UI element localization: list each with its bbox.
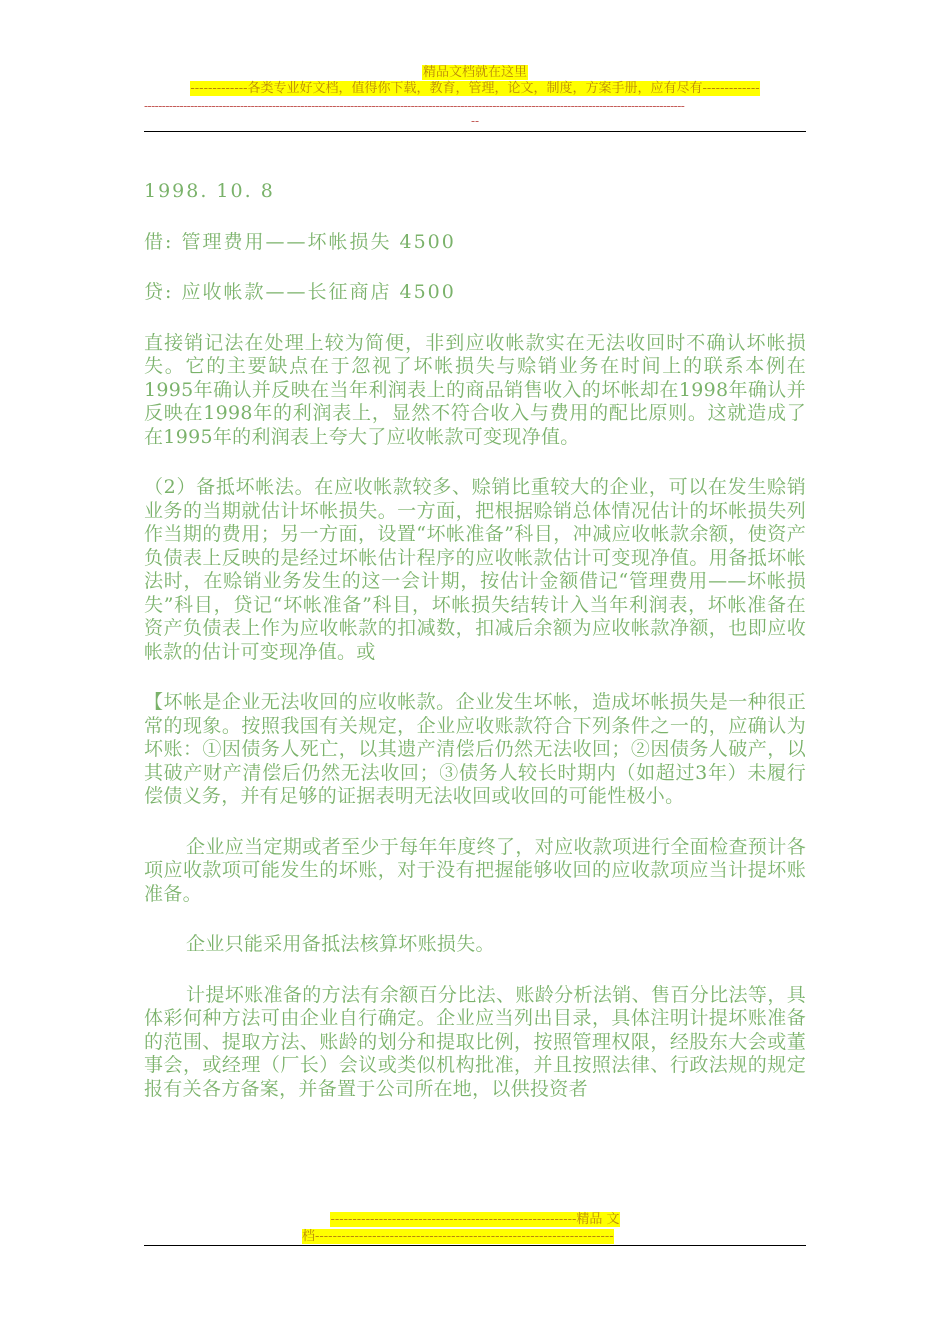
header-dash-line: --------------------------------------------------------------------------------------------------------------------------------------------------------	[144, 99, 685, 113]
header-dash-line-2: --	[470, 114, 480, 128]
entry-date: 1998. 10. 8	[144, 180, 275, 202]
header-rule	[144, 131, 806, 132]
footer-line-2: 档--------------------------------------------------------------------	[302, 1229, 614, 1244]
paragraph-bad-debt-definition: 【坏帐是企业无法收回的应收帐款。企业发生坏帐，造成坏帐损失是一种很正常的现象。按照我国有关规定，企业应收账款符合下列条件之一的，应确认为坏账：①因债务人死亡，以其遗产清偿后仍然无法收回；②因债务人破产，以其破产财产清偿后仍然无法收回；③债务人较长时期内（如超过3年）未履行偿债义务，并有足够的证据表明无法收回或收回的可能性极小。	[144, 691, 806, 807]
paragraph-allowance-method: （2）备抵坏帐法。在应收帐款较多、赊销比重较大的企业，可以在发生赊销业务的当期就估计坏帐损失。一方面，把根据赊销总体情况估计的坏帐损失列作当期的费用；另一方面，设置“坏帐准备”科目，冲减应收帐款余额，使资产负债表上反映的是经过坏帐估计程序的应收帐款估计可变现净值。用备抵坏帐法时，在赊销业务发生的这一会计期，按估计金额借记“管理费用——坏帐损失”科目，贷记“坏帐准备”科目，坏帐损失结转计入当年利润表，坏帐准备在资产负债表上作为应收帐款的扣减数，扣减后余额为应收帐款净额，也即应收帐款的估计可变现净值。或	[144, 476, 806, 663]
footer-line-1: --------------------------------------------------------精品 文	[330, 1212, 620, 1227]
credit-entry: 贷: 应收帐款——长征商店 4500	[144, 281, 456, 303]
document-body	[144, 180, 806, 1101]
footer-rule	[144, 1245, 806, 1246]
header-title: 精品文档就在这里	[422, 65, 527, 80]
paragraph-allowance-only: 企业只能采用备抵法核算坏账损失。	[186, 933, 495, 955]
header-subtitle: -------------各类专业好文档，值得你下载，教育，管理，论文，制度，方案手册，应有尽有-------------	[190, 81, 760, 96]
paragraph-provision-methods: 计提坏账准备的方法有余额百分比法、账龄分析法销、售百分比法等，具体彩何种方法可由企业自行确定。企业应当列出目录，具体注明计提坏账准备的范围、提取方法、账龄的划分和提取比例，按照管理权限，经股东大会或董事会，或经理（厂长）会议或类似机构批准，并且按照法律、行政法规的规定报有关各方备案，并备置于公司所在地，以供投资者	[144, 983, 806, 1100]
paragraph-periodic-review: 企业应当定期或者至少于每年年度终了，对应收款项进行全面检查预计各项应收款项可能发生的坏账，对于没有把握能够收回的应收款项应当计提坏账准备。	[144, 835, 806, 905]
debit-entry: 借: 管理费用——坏帐损失 4500	[144, 230, 456, 253]
paragraph-direct-writeoff: 直接销记法在处理上较为简便，非到应收帐款实在无法收回时不确认坏帐损失。它的主要缺点在于忽视了坏帐损失与赊销业务在时间上的联系本例在1995年确认并反映在当年利润表上的商品销售收入的坏帐却在1998年确认并反映在1998年的利润表上，显然不符合收入与费用的配比原则。这就造成了在1995年的利润表上夸大了应收帐款可变现净值。	[144, 331, 806, 448]
